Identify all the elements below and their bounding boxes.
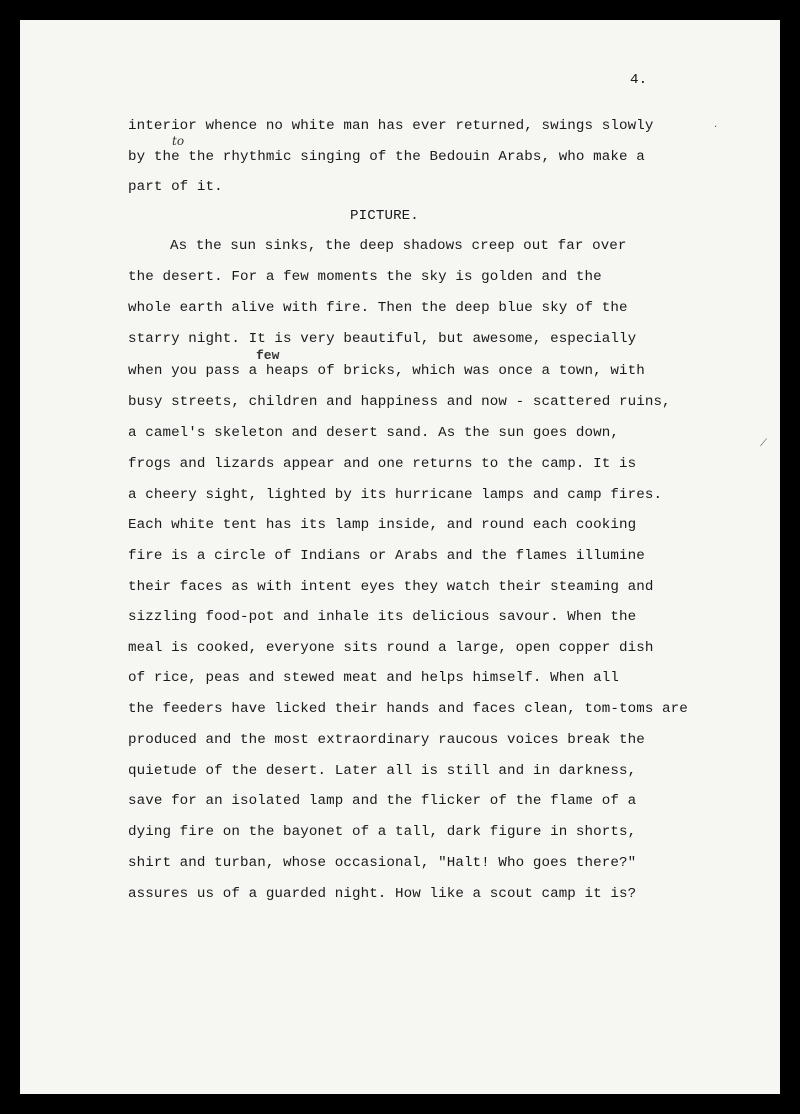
text-line-23: save for an isolated lamp and the flicker of the flame of a: [128, 793, 637, 809]
text-line-16: their faces as with intent eyes they watch their steaming and: [128, 579, 654, 595]
text-line-9: when you pass a heaps of bricks, which was once a town, with: [128, 363, 645, 379]
text-line-21: produced and the most extraordinary raucous voices break the: [128, 732, 645, 748]
handwritten-insert-to: to: [172, 134, 185, 148]
text-line-6: the desert. For a few moments the sky is golden and the: [128, 269, 602, 285]
text-line-1: interior whence no white man has ever returned, swings slowly: [128, 118, 654, 134]
text-line-18: meal is cooked, everyone sits round a large, open copper dish: [128, 640, 654, 656]
text-line-7: whole earth alive with fire. Then the deep blue sky of the: [128, 300, 628, 316]
text-line-10: busy streets, children and happiness and now - scattered ruins,: [128, 394, 671, 410]
text-line-22: quietude of the desert. Later all is still and in darkness,: [128, 763, 637, 779]
text-line-13: a cheery sight, lighted by its hurricane lamps and camp fires.: [128, 487, 663, 503]
margin-tick-mark: ·: [714, 122, 718, 133]
text-line-5: As the sun sinks, the deep shadows creep out far over: [170, 238, 627, 254]
text-line-19: of rice, peas and stewed meat and helps himself. When all: [128, 670, 619, 686]
text-line-15: fire is a circle of Indians or Arabs and the flames illumine: [128, 548, 645, 564]
text-line-11: a camel's skeleton and desert sand. As the sun goes down,: [128, 425, 619, 441]
text-line-17: sizzling food-pot and inhale its delicious savour. When the: [128, 609, 637, 625]
page-number: 4.: [630, 72, 648, 88]
text-line-8: starry night. It is very beautiful, but awesome, especially: [128, 331, 637, 347]
text-line-14: Each white tent has its lamp inside, and round each cooking: [128, 517, 637, 533]
text-line-24: dying fire on the bayonet of a tall, dark figure in shorts,: [128, 824, 637, 840]
section-heading: PICTURE.: [350, 208, 419, 224]
text-line-20: the feeders have licked their hands and faces clean, tom-toms are: [128, 701, 688, 717]
handwritten-insert-few: few: [256, 348, 280, 363]
text-line-2: by the the rhythmic singing of the Bedouin Arabs, who make a: [128, 149, 645, 165]
text-line-25: shirt and turban, whose occasional, "Halt! Who goes there?": [128, 855, 637, 871]
text-line-3: part of it.: [128, 179, 223, 195]
text-line-12: frogs and lizards appear and one returns to the camp. It is: [128, 456, 637, 472]
text-line-26: assures us of a guarded night. How like a scout camp it is?: [128, 886, 637, 902]
margin-slash-mark: ⟋: [760, 438, 767, 449]
document-page: [20, 20, 780, 1094]
